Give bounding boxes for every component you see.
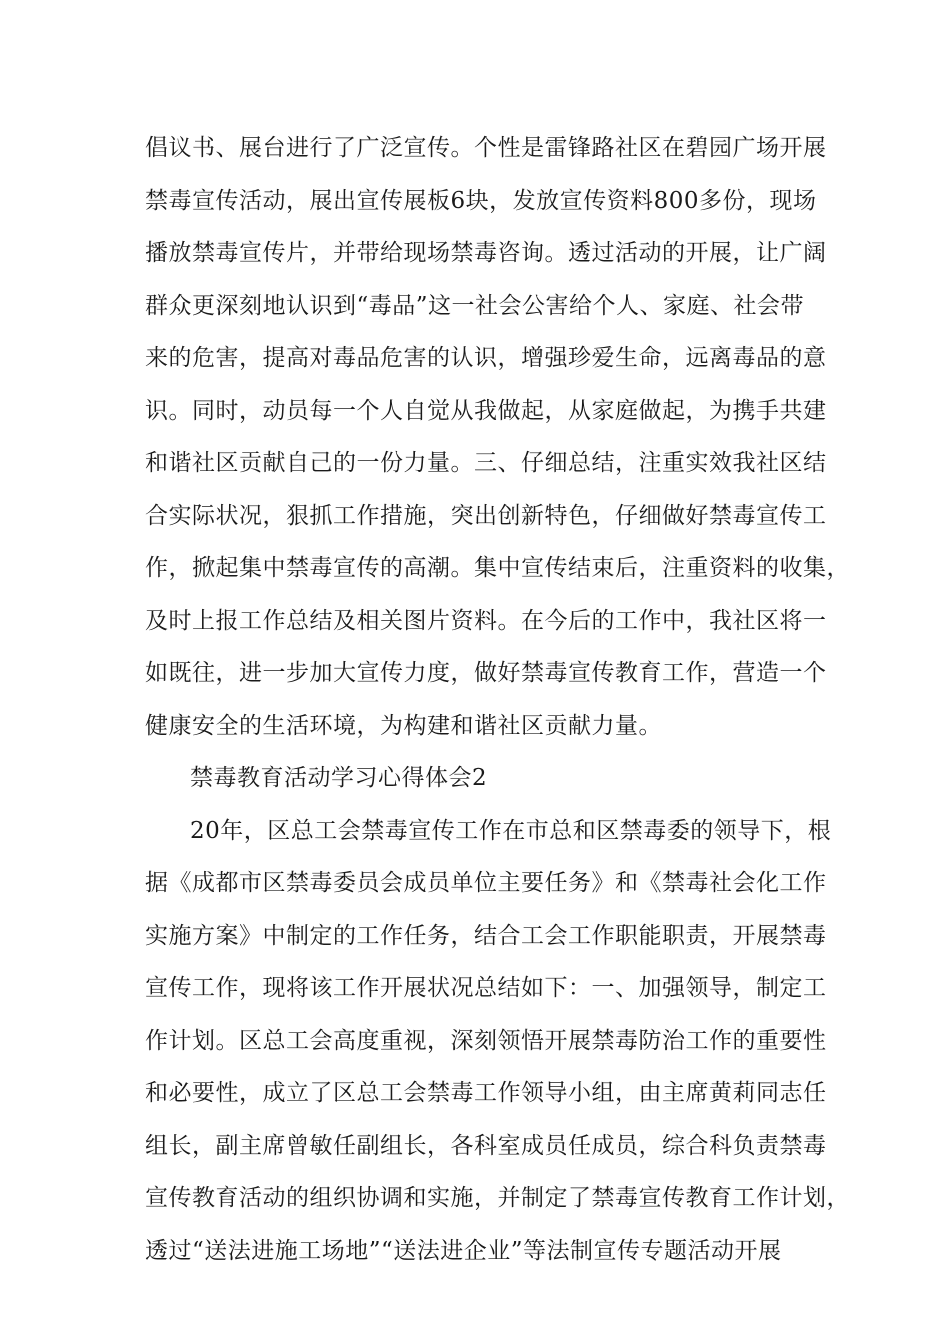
body-text-line: 组长，副主席曾敏任副组长，各科室成员任成员，综合科负责禁毒: [145, 1133, 827, 1159]
body-text-line: 识。同时，动员每一个人自觉从我做起，从家庭做起，为携手共建: [145, 398, 827, 424]
body-text-line: 来的危害，提高对毒品危害的认识，增强珍爱生命，远离毒品的意: [145, 345, 827, 371]
body-text-line: 和必要性，成立了区总工会禁毒工作领导小组，由主席黄莉同志任: [145, 1080, 827, 1106]
body-text-line: 据《成都市区禁毒委员会成员单位主要任务》和《禁毒社会化工作: [145, 870, 827, 896]
body-text-line: 禁毒宣传活动，展出宣传展板6块，发放宣传资料800多份，现场: [145, 188, 817, 214]
section-heading: 禁毒教育活动学习心得体会2: [190, 765, 488, 791]
body-text-line: 实施方案》中制定的工作任务，结合工会工作职能职责，开展禁毒: [145, 923, 827, 949]
body-text-line: 及时上报工作总结及相关图片资料。在今后的工作中，我社区将一: [145, 608, 827, 634]
body-text-line: 合实际状况，狠抓工作措施，突出创新特色，仔细做好禁毒宣传工: [145, 503, 827, 529]
body-text-line: 20年，区总工会禁毒宣传工作在市总和区禁毒委的领导下，根: [190, 818, 832, 844]
body-text-line: 透过“送法进施工场地”“送法进企业”等法制宣传专题活动开展: [145, 1238, 782, 1264]
body-text-line: 作计划。区总工会高度重视，深刻领悟开展禁毒防治工作的重要性: [145, 1028, 827, 1054]
body-text-line: 健康安全的生活环境，为构建和谐社区贡献力量。: [145, 713, 662, 739]
body-text-line: 宣传教育活动的组织协调和实施，并制定了禁毒宣传教育工作计划，: [145, 1185, 850, 1211]
body-text-line: 宣传工作，现将该工作开展状况总结如下：一、加强领导，制定工: [145, 975, 827, 1001]
body-text-line: 群众更深刻地认识到“毒品”这一社会公害给个人、家庭、社会带: [145, 293, 805, 319]
body-text-line: 倡议书、展台进行了广泛宣传。个性是雷锋路社区在碧园广场开展: [145, 135, 827, 161]
body-text-line: 如既往，进一步加大宣传力度，做好禁毒宣传教育工作，营造一个: [145, 660, 827, 686]
body-text-line: 播放禁毒宣传片，并带给现场禁毒咨询。透过活动的开展，让广阔: [145, 240, 827, 266]
body-text-line: 作，掀起集中禁毒宣传的高潮。集中宣传结束后，注重资料的收集，: [145, 555, 850, 581]
body-text-line: 和谐社区贡献自己的一份力量。三、仔细总结，注重实效我社区结: [145, 450, 827, 476]
